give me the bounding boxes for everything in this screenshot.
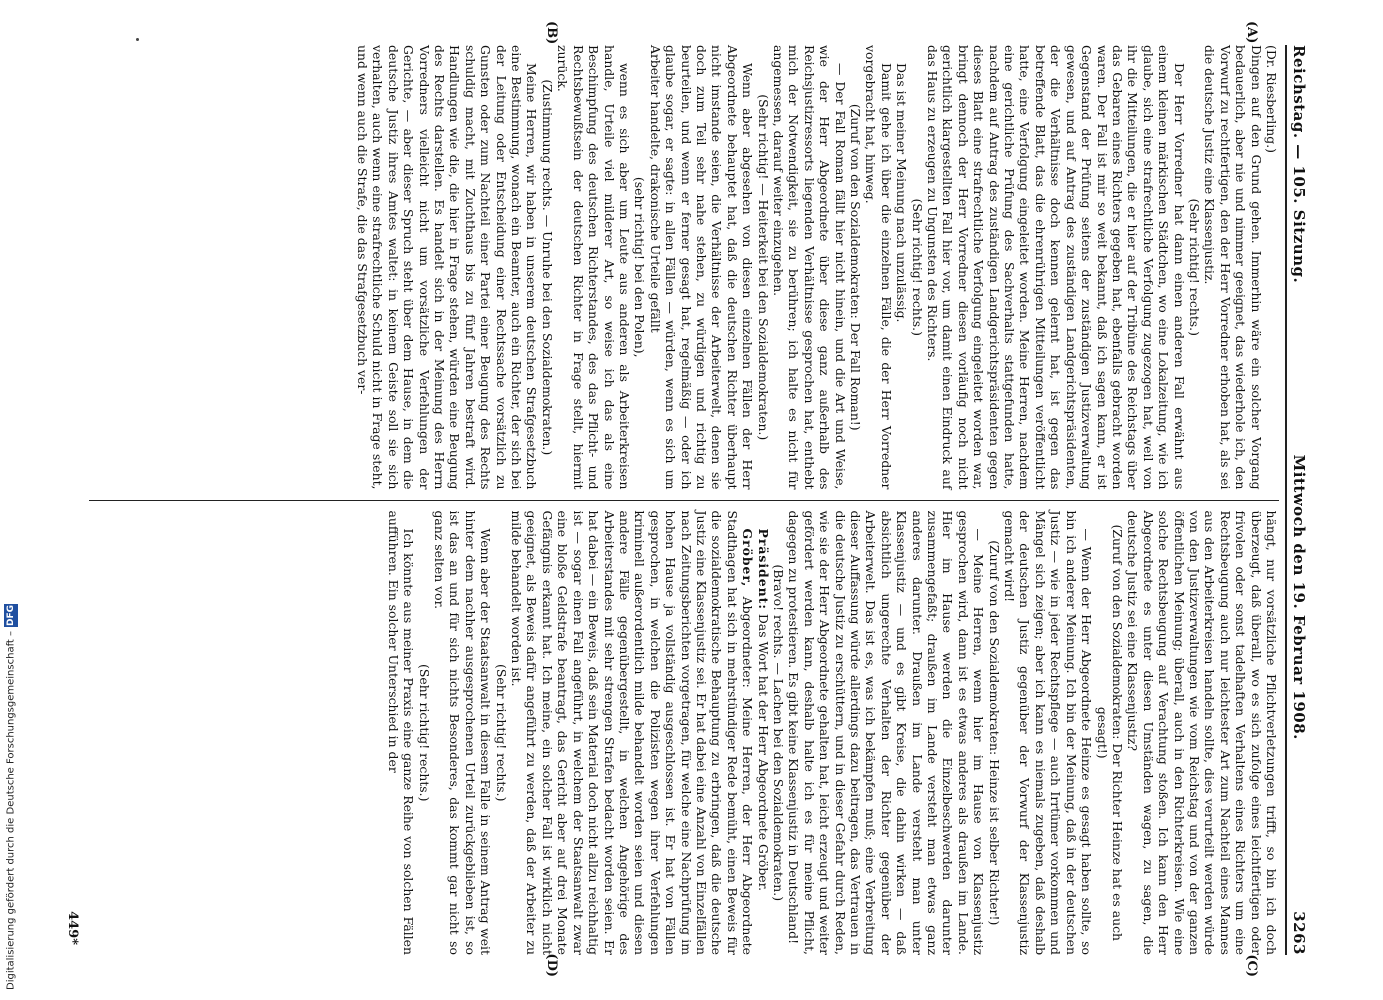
- margin-mark-a: (A): [1244, 21, 1259, 44]
- margin-mark-c: (C): [1244, 954, 1259, 977]
- paragraph-text: Meine Herren, wir haben in unserem deutschen Strafgesetzbuch eine Bestimmung, wonach ein Beamter, auch ein Richter, der sich bei der Leitung oder Entscheidung einer Rechtssache vorsätzlich zu Gunsten oder zum Nachteil einer Partei einer Beugung des Rechts schuldig macht, mit Zuchthaus bis zu fünf Jahren bestraft wird. Handlungen wie die, die hier in Frage stehen, würden eine Beugung des Rechts darstellen. Es handelt sich in der Meinung des Herrn Vorredners vielleicht nicht um vorsätzliche Verfehlungen der Gerichte, — aber dieser Spruch steht über dem Hause, in dem die deutsche Justiz ihres Amtes waltet: in keinem Geiste soll sie sich verhalten, auch wenn eine strafrechtliche Schuld nicht in Frage steht, und wenn auch die Strafe, die das Strafgesetzbuch ver-: [355, 45, 540, 490]
- page-footer: 449*: [65, 911, 80, 945]
- speck: [136, 38, 139, 41]
- paragraph-text: (Zuruf von den Sozialdemokraten: Heinze ist selber Richter!): [986, 540, 1002, 926]
- paragraph: [432, 511, 494, 956]
- paragraph-text: (Bravo! rechts. — Lachen bei den Sozialdemokraten.): [771, 564, 786, 902]
- paragraph-text: — Der Fall Roman fällt hier nicht hinein, und die Art und Weise, wie der Herr Abgeordnete über diese ganz außerhalb des Reichsjustizressorts liegenden Verhältnisse gesprochen hat, enthebt mich der Notwendigkeit, sie zu berühren; ich halte es nicht für angemessen, darauf weiter einzugehen.: [771, 45, 848, 490]
- paragraph-text: — Wenn der Herr Abgeordnete Heinze es gesagt haben sollte, so bin ich anderer Meinung. Ich bin der Meinung, daß in der deutschen Justiz — wie in jeder Rechtspflege — auch Irrtümer vorkommen und Mängel sich zeigen; aber ich kann es niemals zugeben, daß deshalb der deutschen Justiz gegenüber der Vorwurf der Klassenjustiz gemacht wird!: [1002, 510, 1095, 955]
- paragraph: [771, 511, 786, 956]
- paragraph: [1187, 45, 1202, 490]
- paragraph-text: Damit gehe ich über die einzelnen Fälle, die der Herr Vorredner vorgebracht hat, hinweg.: [863, 45, 894, 490]
- paragraph: [848, 45, 863, 490]
- paragraph: [1094, 511, 1125, 956]
- credit-text: Digitalisierung gefördert durch die Deutsche Forschungsgemeinschaft –: [5, 630, 17, 990]
- margin-mark-d: (D): [544, 953, 559, 977]
- paragraph: [786, 511, 986, 956]
- paragraph-text: (Sehr richtig! — Heiterkeit bei den Sozialdemokraten.): [755, 94, 771, 441]
- paragraph-text: Wenn aber der Staatsanwalt in diesem Falle in seinem Antrag weit hinter dem nachher ausgesprochenen Urteil zurückgeblieben ist, so ist das an und für sich nichts Besonderes, das kommt gar nicht so ganz selten vor.: [432, 510, 494, 955]
- paragraph: [1125, 511, 1279, 956]
- paragraph: [555, 45, 632, 490]
- page-number: 3263: [1290, 911, 1308, 955]
- paragraph: [647, 45, 755, 490]
- paragraph: [632, 45, 647, 490]
- paragraph-text: (Sehr richtig! rechts.): [416, 664, 432, 802]
- left-column: [89, 21, 1279, 500]
- paragraph: [493, 511, 508, 956]
- speaker-name: Gröber,: [740, 528, 756, 588]
- paragraph: [355, 45, 540, 490]
- paragraph: [909, 45, 924, 490]
- page-header: [1285, 45, 1315, 955]
- paragraph-text: Das Wort hat der Herr Abgeordnete Gröber.: [755, 613, 771, 892]
- paragraph: [925, 45, 1187, 490]
- paragraph: [385, 511, 416, 956]
- paragraph: [863, 45, 894, 490]
- paragraph-text: Das ist meiner Meinung nach unzulässig.: [894, 63, 910, 323]
- paragraph-text: (Sehr richtig! rechts.): [1186, 198, 1202, 336]
- paragraph: [1264, 45, 1279, 490]
- paragraph-text: (Zuruf von den Sozialdemokraten: Der Richter Heinze hat es auch gesagt!): [1094, 524, 1125, 941]
- paragraph: [1002, 511, 1094, 956]
- digitization-credit: [2, 20, 20, 990]
- speaker-name: Präsident:: [755, 528, 771, 610]
- paragraph-text: Ich könnte aus meiner Praxis eine ganze Reihe von solchen Fällen aufführen. Ein solcher Unterschied in der: [385, 510, 417, 955]
- paragraph: [986, 511, 1001, 956]
- scanned-page: [50, 21, 1315, 977]
- dfg-logo: DFG: [6, 604, 16, 626]
- paragraph-text: Dingen auf den Grund gehen. Immerhin wäre ein solcher Vorgang bedauerlich, aber nie und nimmer geeignet, das wiederhole ich, den Vorwurf zu rechtfertigen, den der Herr Vorredner erhoben hat, als sei die deutsche Justiz eine Klassenjustiz.: [1202, 45, 1264, 490]
- header-date: Mittwoch den 19. Februar 1908.: [1290, 454, 1308, 740]
- paragraph-text: (sehr richtig! bei den Polen),: [632, 176, 648, 358]
- rotated-sheet: [50, 21, 1315, 977]
- paragraph-text: wenn es sich aber um Leute aus anderen als Arbeiterkreisen handle, Urteile viel milderer Art, so weise ich das als eine Beschimpfung des deutschen Richterstandes, des das Pflicht- und Rechtsbewußtsein der deutschen Richter in Frage stellt, hiermit zurück.: [555, 45, 632, 490]
- paragraph: [755, 45, 770, 490]
- paragraph-text: (Sehr richtig! rechts.): [493, 664, 509, 802]
- paragraph: [1202, 45, 1264, 490]
- text-columns: [89, 21, 1279, 977]
- margin-mark-b: (B): [544, 21, 559, 45]
- paragraph: [771, 45, 848, 490]
- paragraph: [416, 511, 431, 956]
- paragraph-text: hängt, nur vorsätzliche Pflichtverletzungen trifft, so bin ich doch überzeugt, daß überall, wo es sich zufolge eines leichtfertigen oder frivolen oder sonst tadelhaften Verhaltens eines Richters um eine Rechtsbeugung auch nur leichtester Art zum Nachteil eines Mannes aus den Arbeiterkreisen handeln sollte, dies verurteilt werden würde von den Justizverwaltungen wie vom Reichstag und von der ganzen öffentlichen Meinung; überall, auch in den Richterkreisen. Wie eine solche Rechtsbeugung auf Verachtung stoßen. Ich kann den Herr Abgeordnete es unter diesen Umständen wagen, zu sagen, die deutsche Justiz sei eine Klassenjustiz?: [1125, 510, 1279, 955]
- paragraph: [509, 511, 756, 956]
- paragraph-text: (Dr. Riesberling.): [1264, 45, 1279, 153]
- paragraph-text: Der Herr Vorredner hat dann einen anderen Fall erwähnt aus einem kleinen märkischen Städtchen, wo eine Lokalzeitung, wie ich glaube, sich eine strafrechtliche Verfolgung zugezogen hat, weil von ihr die Mitteilungen, die er hier auf der Tribüne des Reichstags über das Gebaren eines Richters gegeben hat, ebenfalls gebracht worden waren. Der Fall ist mir so weit bekannt, daß ich sagen kann, er ist Gegenstand der Prüfung seitens der zuständigen Justizverwaltung gewesen, und auf Antrag des zuständigen Landgerichtspräsidenten, der die Verhältnisse doch kennen gelernt hat, ist gegen das betreffende Blatt, das die ehrenrührigen Mitteilungen veröffentlicht hatte, eine Verfolgung eingeleitet worden. Meine Herren, nachdem eine gerichtliche Prüfung des Sachverhalts stattgefunden hatte, nachdem auf Antrag des zuständigen Landgerichtspräsidenten gegen dieses Blatt eine strafrechtliche Verfolgung eingeleitet worden war, bringt dennoch der Herr Vorredner diesen vorläufig noch nicht gerichtlich klargestellten Fall hier vor, um damit einen Eindruck auf das Haus zu erzeugen zu Ungunsten des Richters.: [925, 45, 1187, 490]
- paragraph-text: Abgeordneter: Meine Herren, der Herr Abgeordnete Stadthagen hat sich in mehrstündiger Rede bemüht, einen Beweis für die sozialdemokratische Behauptung zu erbringen, daß die deutsche Justiz eine Klassenjustiz sei. Er hat dabei eine Anzahl von Einzelfällen nach Zeitungsberichten vorgetragen, für welche eine Nachprüfung im hohen Hause ja vollständig ausgeschlossen ist. Er hat von Fällen gesprochen, in welchen die Polizisten wegen ihrer Verfehlungen kriminell außerordentlich milde behandelt worden seien und diesen andere Fälle gegenübergestellt, in welchen Angehörige des Arbeiterstandes mit sehr strengen Strafen bedacht worden seien. Er hat dabei — ein Beweis, daß sein Material doch nicht allzu reichhaltig ist — sogar einen Fall angeführt, in welchem der Staatsanwalt zwar eine bloße Geldstrafe beantragt, das Gericht aber auf drei Monate Gefängnis erkannt hat. Ich meine, ein solcher Fall ist wirklich nicht geeignet, als Beweis dafür angeführt zu werden, daß der Arbeiter zu milde behandelt worden ist.: [509, 510, 756, 955]
- paragraph-text: Wenn aber abgesehen von diesen einzelnen Fällen der Herr Abgeordnete behauptet hat, daß die deutschen Richter überhaupt nicht imstande seien, die Verhältnisse der Arbeiterwelt, denen sie doch zum Teil sehr nahe stehen, zu würdigen und richtig zu beurteilen, und wenn er ferner gesagt hat, regelmäßig — oder ich glaube sogar, er sagte: in allen Fällen — würden, wenn es sich um Arbeiter handelte, drakonische Urteile gefällt: [647, 45, 756, 490]
- paragraph: [755, 511, 770, 956]
- paragraph-text: (Zustimmung rechts. — Unruhe bei den Sozialdemokraten.): [539, 79, 555, 456]
- paragraph: [894, 45, 909, 490]
- paragraph-text: (Zuruf von den Sozialdemokraten: Der Fall Roman!): [848, 103, 864, 431]
- header-left: Reichstag. — 105. Sitzung.: [1290, 45, 1308, 284]
- right-column: [89, 501, 1279, 977]
- paragraph: [540, 45, 555, 490]
- paragraph-text: (Sehr richtig! rechts.): [909, 198, 925, 336]
- paragraph-text: — Meine Herren, wenn hier im Hause von Klassenjustiz gesprochen wird, dann ist es etwas anderes als draußen im Lande. Hier im Hause werden die Einzelbeschwerden darunter zusammengefaßt; draußen im Lande versteht man etwas ganz anderes darunter. Draußen im Lande versteht man unter Klassenjustiz — und es gibt Kreise, die dahin wirken — daß absichtlich ungerechte Verhalten der Richter gegenüber der Arbeiterwelt. Das ist es, was ich bekämpfen muß; eine Verbreitung dieser Auffassung würde allerdings dazu beitragen, das Vertrauen in die deutsche Justiz zu erschüttern, und in dieser Gefahr durch Reden, wie sie der Herr Abgeordnete gehalten hat, leicht erzeugt und weiter gefördert werden kann, deshalb halte ich es für meine Pflicht, dagegen zu protestieren. Es gibt keine Klassenjustiz in Deutschland!: [786, 510, 987, 955]
